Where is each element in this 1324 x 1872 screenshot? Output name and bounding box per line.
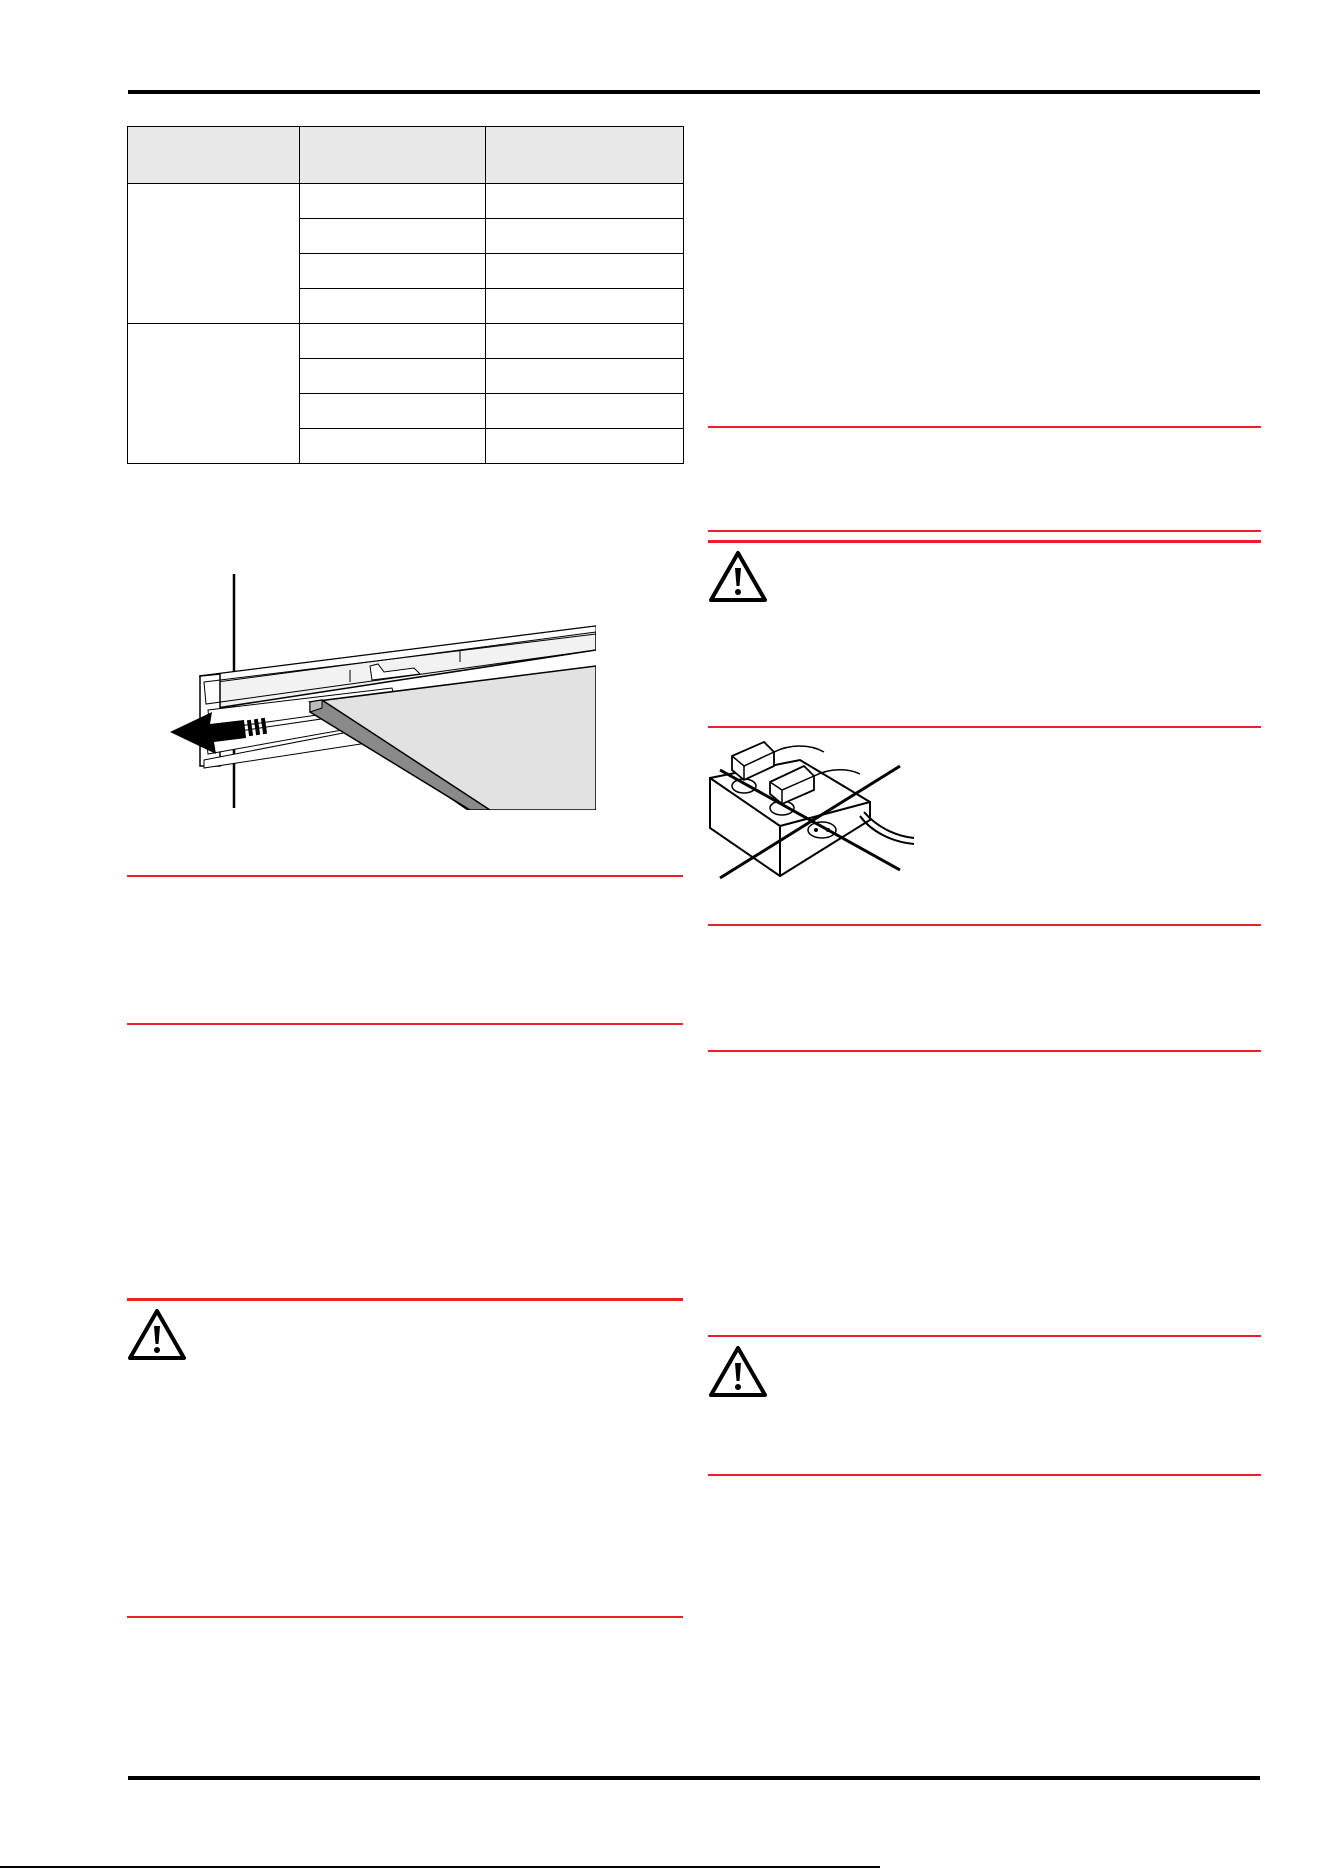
shelf-pull-out-illustration bbox=[160, 570, 596, 810]
warning-divider bbox=[708, 540, 1261, 543]
section-divider bbox=[127, 1616, 683, 1618]
power-strip-figure bbox=[700, 730, 920, 910]
table-cell bbox=[300, 359, 486, 394]
warning-divider bbox=[127, 1298, 683, 1301]
table-cell bbox=[486, 184, 684, 219]
table-header-cell bbox=[486, 127, 684, 184]
table-cell bbox=[486, 429, 684, 464]
spec-table bbox=[127, 126, 684, 464]
table-header-cell bbox=[128, 127, 300, 184]
warning-divider bbox=[708, 530, 1261, 532]
section-divider bbox=[708, 726, 1261, 728]
shelf-removal-figure bbox=[160, 570, 596, 810]
table-header-cell bbox=[300, 127, 486, 184]
warning-triangle-icon bbox=[127, 1308, 187, 1362]
crossed-out-multi-socket-illustration bbox=[700, 730, 920, 910]
table-cell bbox=[486, 219, 684, 254]
section-divider bbox=[127, 1023, 683, 1025]
table-row bbox=[128, 184, 684, 219]
table-cell bbox=[300, 394, 486, 429]
section-divider bbox=[708, 924, 1261, 926]
warning-triangle-icon bbox=[708, 550, 768, 604]
table-cell bbox=[486, 324, 684, 359]
table-header-row bbox=[128, 127, 684, 184]
section-divider bbox=[708, 426, 1261, 428]
footer-rule bbox=[128, 1776, 1260, 1780]
warning-triangle-icon bbox=[708, 1345, 768, 1399]
section-divider bbox=[708, 1050, 1261, 1052]
table-cell bbox=[300, 429, 486, 464]
table-cell bbox=[300, 184, 486, 219]
page-edge-line bbox=[0, 1866, 880, 1868]
warning-divider bbox=[708, 1335, 1261, 1337]
table-row bbox=[128, 324, 684, 359]
table-cell bbox=[300, 219, 486, 254]
table-cell bbox=[486, 254, 684, 289]
table-cell bbox=[300, 324, 486, 359]
table-cell bbox=[486, 359, 684, 394]
table-cell bbox=[486, 394, 684, 429]
table-group-label bbox=[128, 184, 300, 324]
table-group-label bbox=[128, 324, 300, 464]
table-cell bbox=[300, 289, 486, 324]
header-rule bbox=[128, 90, 1260, 94]
section-divider bbox=[127, 875, 683, 877]
table-cell bbox=[300, 254, 486, 289]
table-cell bbox=[486, 289, 684, 324]
section-divider bbox=[708, 1474, 1261, 1476]
